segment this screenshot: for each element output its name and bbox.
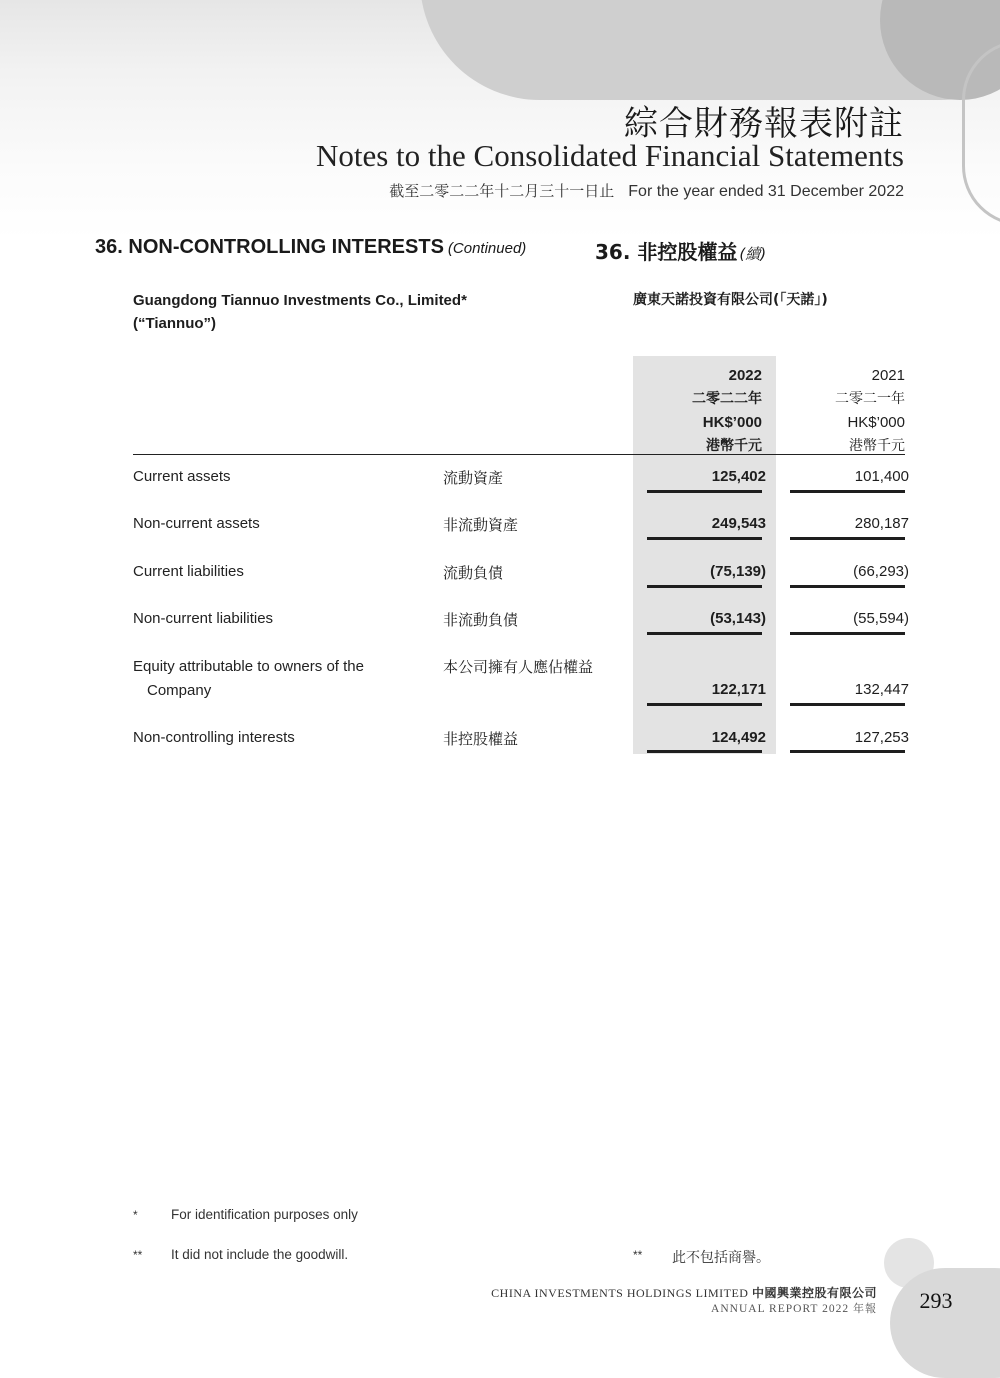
period-line	[389, 180, 904, 201]
total-underline	[647, 585, 762, 588]
report-name-en: ANNUAL REPORT 2022	[711, 1303, 850, 1315]
total-underline	[790, 585, 905, 588]
total-underline	[647, 632, 762, 635]
table-cell-2022: 122,171	[711, 681, 766, 698]
subsidiary-name-line2: (“Tiannuo”)	[133, 315, 217, 332]
table-cell-2021: (55,594)	[853, 610, 909, 627]
column-header-2022	[602, 364, 762, 458]
table-cell-2021: 132,447	[854, 681, 909, 698]
table-row-label-cn: 非控股權益	[443, 730, 519, 748]
section-number-cn: 36.	[595, 240, 631, 264]
footnote-mark: **	[133, 1248, 143, 1262]
column-year-cn: 二零二一年	[835, 390, 905, 407]
column-unit-cn: 港幣千元	[706, 437, 762, 454]
total-underline	[790, 537, 905, 540]
table-row-label-cn: 非流動負債	[443, 611, 519, 629]
table-row-label-cn: 流動負債	[443, 564, 504, 582]
company-name-en: CHINA INVESTMENTS HOLDINGS LIMITED	[491, 1286, 749, 1300]
section-heading-cn	[595, 236, 766, 265]
total-underline	[790, 632, 905, 635]
column-unit: HK$’000	[702, 414, 762, 431]
subsidiary-name-en	[133, 289, 467, 335]
footer-decor-shape	[890, 1268, 1000, 1378]
column-unit: HK$’000	[847, 414, 905, 431]
table-row-label-cn: 非流動資產	[443, 516, 519, 534]
subsidiary-name-line1: Guangdong Tiannuo Investments Co., Limited*	[133, 292, 467, 309]
footnote-mark-cn: **	[633, 1248, 643, 1262]
total-underline	[647, 490, 762, 493]
table-row-label: Non-current liabilities	[133, 610, 274, 627]
table-cell-2022: 249,543	[711, 515, 766, 532]
subsidiary-name-cn: 廣東天諾投資有限公司(「天諾」)	[633, 292, 828, 308]
section-continued-en: (Continued)	[447, 240, 527, 257]
column-year: 2021	[871, 367, 905, 384]
page-number: 293	[919, 1288, 953, 1313]
section-title-en: NON-CONTROLLING INTERESTS	[128, 236, 444, 258]
table-cell-2021: 127,253	[854, 729, 909, 746]
total-underline	[790, 750, 905, 753]
total-underline	[647, 750, 762, 753]
report-name-cn: 年報	[853, 1302, 877, 1315]
column-year-cn: 二零二二年	[692, 390, 762, 407]
table-row-label: Non-controlling interests	[133, 729, 295, 746]
table-cell-2022: (75,139)	[710, 563, 766, 580]
table-cell-2022: 124,492	[711, 729, 766, 746]
footnote-mark: *	[133, 1208, 138, 1222]
column-year: 2022	[728, 367, 762, 384]
table-cell-2021: 101,400	[854, 468, 909, 485]
column-header-2021	[745, 364, 905, 458]
table-row-label: Current liabilities	[133, 563, 244, 580]
footer-report	[711, 1300, 877, 1316]
footnote-text: For identification purposes only	[171, 1207, 358, 1222]
footnote-text-cn: 此不包括商譽。	[672, 1250, 770, 1266]
table-cell-2021: (66,293)	[853, 563, 909, 580]
company-name-cn: 中國興業控股有限公司	[751, 1286, 877, 1300]
row-label-line2: Company	[147, 682, 212, 699]
footer-company	[491, 1286, 877, 1300]
table-row-label: Current assets	[133, 468, 231, 485]
total-underline	[790, 490, 905, 493]
section-heading-en	[95, 236, 526, 259]
page-title-cn: 綜合財務報表附註	[624, 104, 904, 144]
row-label-line1: Equity attributable to owners of the	[133, 658, 364, 675]
section-continued-cn: (續)	[739, 245, 767, 263]
table-row-label-cn: 流動資產	[443, 469, 504, 487]
period-cn: 截至二零二二年十二月三十一日止	[389, 182, 615, 200]
column-unit-cn: 港幣千元	[849, 437, 905, 454]
total-underline	[790, 703, 905, 706]
table-row-label-cn: 本公司擁有人應佔權益	[443, 658, 594, 676]
table-row-label	[133, 655, 364, 703]
total-underline	[647, 537, 762, 540]
table-cell-2022: 125,402	[711, 468, 766, 485]
total-underline	[647, 703, 762, 706]
period-en: For the year ended 31 December 2022	[628, 183, 904, 200]
footnote-text: It did not include the goodwill.	[171, 1247, 349, 1262]
table-cell-2021: 280,187	[854, 515, 909, 532]
header-rule	[133, 454, 905, 455]
table-cell-2022: (53,143)	[710, 610, 766, 627]
page-title-en: Notes to the Consolidated Financial Statements	[315, 138, 904, 173]
table-row-label: Non-current assets	[133, 515, 260, 532]
section-number: 36.	[95, 236, 123, 258]
section-title-cn: 非控股權益	[637, 240, 738, 264]
